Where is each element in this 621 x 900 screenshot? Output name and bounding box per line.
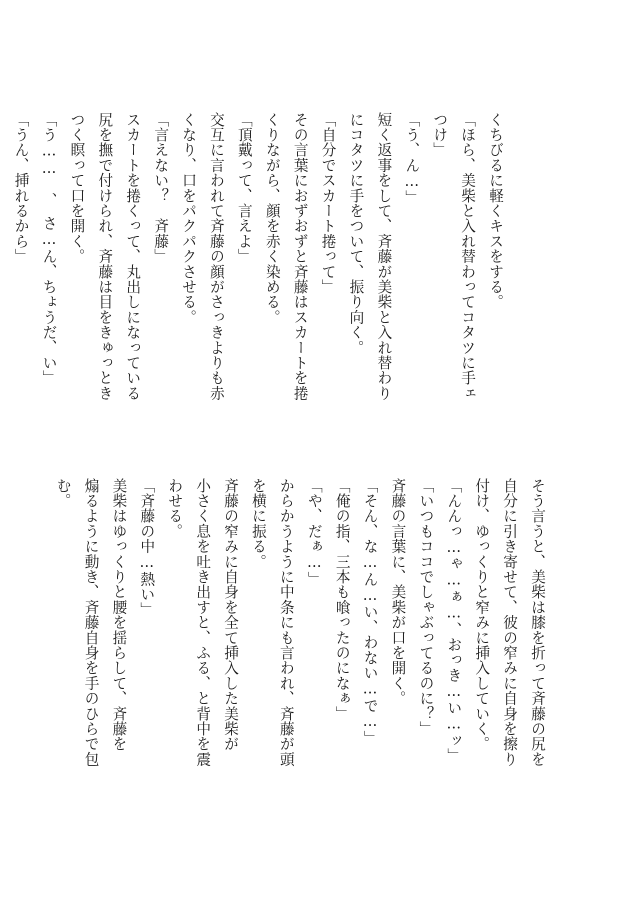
text-column: 「斉藤の中…熱い」 xyxy=(138,478,156,618)
text-column: そう言うと、美柴は膝を折って斉藤の尻を xyxy=(529,478,546,767)
text-column: 「そん、な…ん…い、わない…で…」 xyxy=(361,478,379,746)
text-column: 斉藤の窄みに自身を全て挿入した美柴が xyxy=(222,478,240,752)
lower-text-block xyxy=(49,478,551,858)
text-column: 自分に引き寄せて、彼の窄みに自身を擦り xyxy=(501,478,519,767)
text-column: からかうように中条にも言われ、斉藤が頭 xyxy=(277,478,295,767)
text-column: 小さく息を吐き出すと、ふる、と背中を震 xyxy=(194,478,212,767)
text-column: くちびるに軽くキスをする。 xyxy=(487,112,504,310)
text-column: つけ」 xyxy=(431,112,449,158)
text-column: スカートを捲くって、丸出しになっている xyxy=(124,112,142,401)
text-column: む。 xyxy=(54,478,72,509)
text-column: 「自分でスカート捲って」 xyxy=(319,112,337,295)
text-column: 尻を撫で付けられ、斉藤は目をきゅっとき xyxy=(96,112,114,401)
text-column: くりながら、顔を赤く染める。 xyxy=(263,112,281,325)
text-column: 交互に言われて斉藤の顔がさっきよりも赤 xyxy=(207,112,225,401)
text-column: その言葉におずおずと斉藤はスカートを捲 xyxy=(291,112,309,401)
text-column: 「ほら、美柴と入れ替わってコタツに手ェ xyxy=(459,112,477,401)
text-column: を横に振る。 xyxy=(249,478,267,570)
text-column: 「うん、挿れるから」 xyxy=(12,112,30,264)
text-column: 美柴はゆっくりと腰を揺らして、斉藤を xyxy=(110,478,128,752)
upper-text-block xyxy=(7,112,509,492)
text-column: 「う、ん…」 xyxy=(403,112,421,206)
text-column: 短く返事をして、斉藤が美柴と入れ替わり xyxy=(375,112,393,401)
text-column: 「う…… 、 さ…ん、ちょうだ、い」 xyxy=(40,112,58,386)
text-column: 「頂戴って、言えよ」 xyxy=(235,112,253,264)
text-column: 「いつもココでしゃぶってるのに？」 xyxy=(417,478,435,737)
text-column: わせる。 xyxy=(166,478,184,539)
text-column: 斉藤の言葉に、美柴が口を開く。 xyxy=(389,478,407,706)
text-column: 「んんっ…ゃ…ぁ…、おっき…い…ッ」 xyxy=(445,478,463,764)
text-column: 付け、ゆっくりと窄みに挿入していく。 xyxy=(473,478,491,752)
text-column: 煽るように動き、斉藤自身を手のひらで包 xyxy=(82,478,100,767)
text-column: 「俺の指、三本も喰ったのになぁ」 xyxy=(333,478,351,722)
text-column: 「言えない？ 斉藤」 xyxy=(152,112,170,264)
text-column: にコタツに手をついて、振り向く。 xyxy=(347,112,365,356)
text-column: くなり、口をパクパクさせる。 xyxy=(180,112,198,325)
text-column: つく瞑って口を開く。 xyxy=(68,112,86,264)
text-column: 「や、だぁ…」 xyxy=(305,478,323,587)
